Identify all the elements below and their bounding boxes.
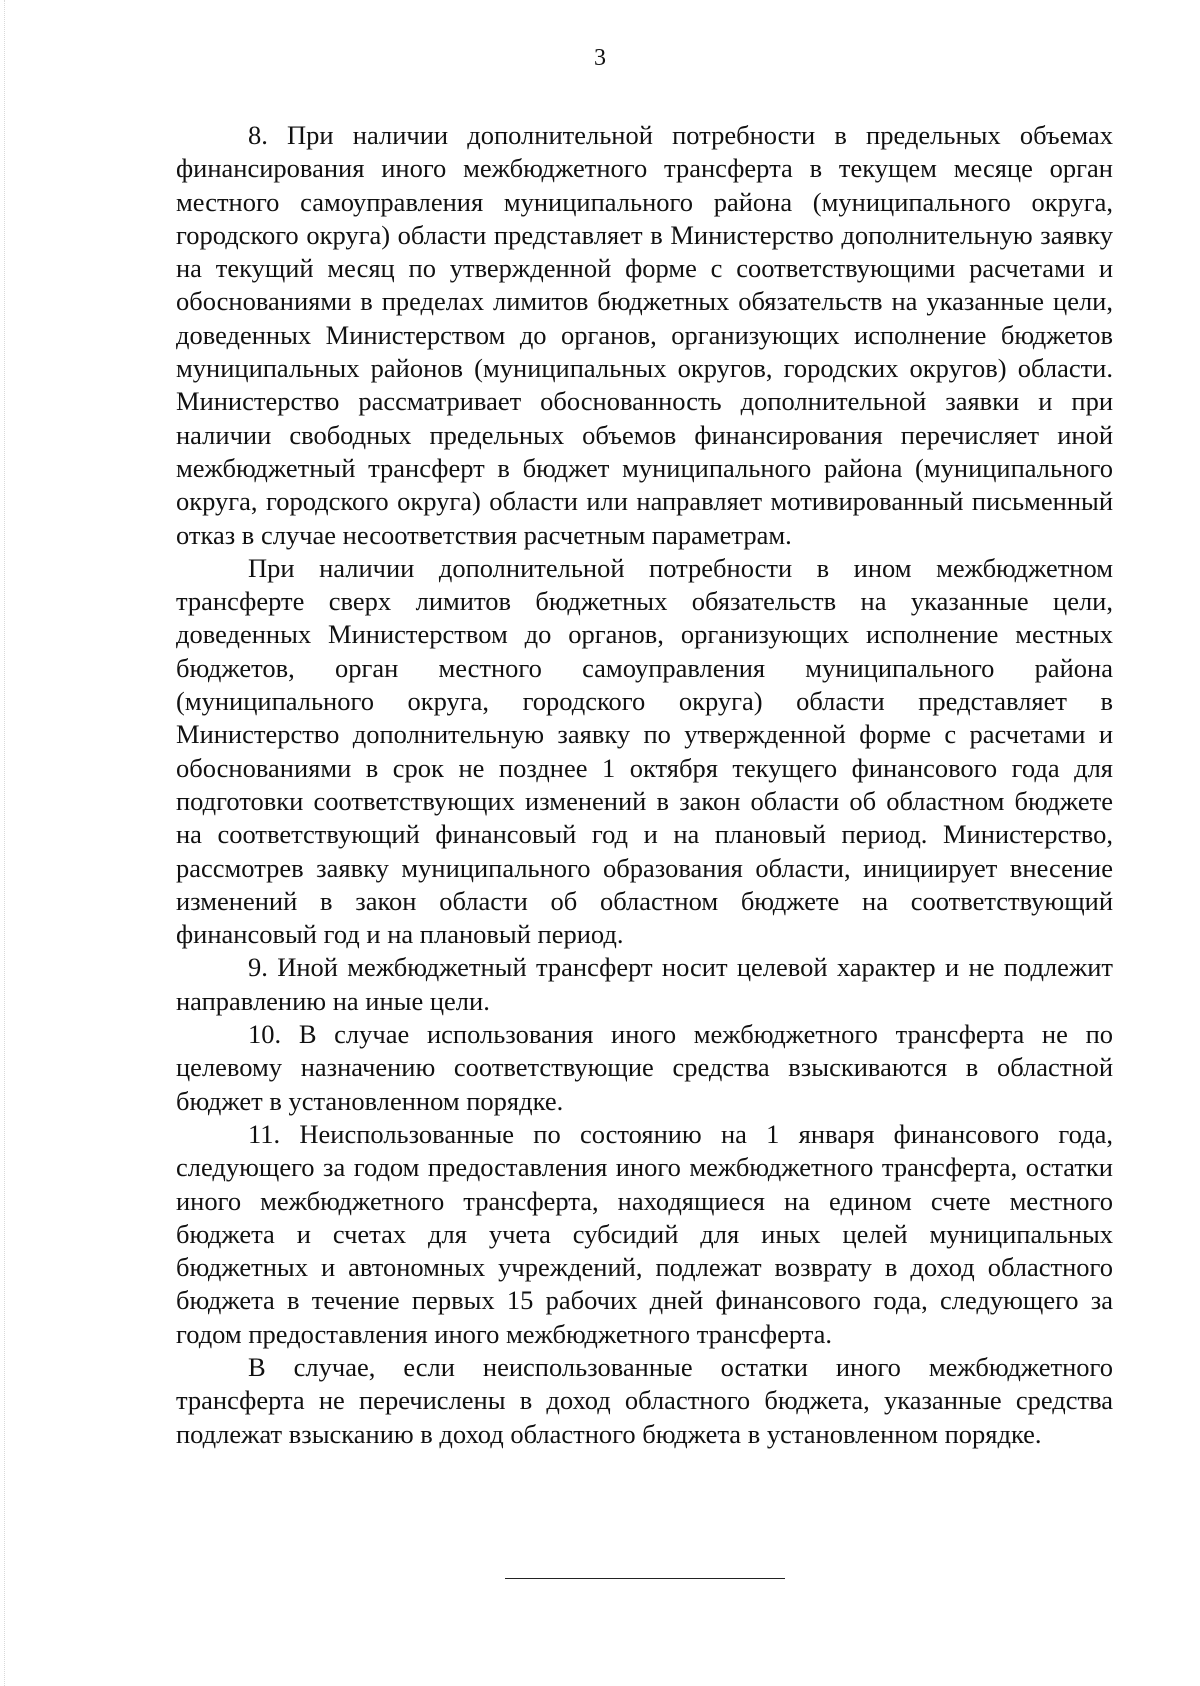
paragraph-10: 10. В случае использования иного межбюджетного трансферта не по целевому назначению соответствующие средства взыскиваются в областной бюджет в установленном порядке. bbox=[176, 1019, 1113, 1116]
paragraph-9: 9. Иной межбюджетный трансферт носит целевой характер и не подлежит направлению на иные цели. bbox=[176, 952, 1113, 1016]
paragraph-8: 8. При наличии дополнительной потребности в предельных объемах финансирования иного межбюджетного трансферта в текущем месяце орган местного самоуправления муниципального района (муниципального округа, городского округа) области представляет в Министерство дополнительную заявку на текущий месяц по утвержденной форме с соответствующими расчетами и обоснованиями в пределах лимитов бюджетных обязательств на указанные цели, доведенных Министерством до органов, организующих исполнение бюджетов муниципальных районов (муниципальных округов, городских округов) области. Министерство рассматривает обоснованность дополнительной заявки и при наличии свободных предельных объемов финансирования перечисляет иной межбюджетный трансферт в бюджет муниципального района (муниципального округа, городского округа) области или направляет мотивированный письменный отказ в случае несоответствия расчетным параметрам. bbox=[176, 120, 1113, 550]
end-rule bbox=[505, 1578, 785, 1579]
paragraph-11: 11. Неиспользованные по состоянию на 1 января финансового года, следующего за годом предоставления иного межбюджетного трансферта, остатки иного межбюджетного трансферта, находящиеся на едином счете местного бюджета и счетах для учета субсидий для иных целей муниципальных бюджетных и автономных учреждений, подлежат возврату в доход областного бюджета в течение первых 15 рабочих дней финансового года, следующего за годом предоставления иного межбюджетного трансферта. bbox=[176, 1118, 1113, 1349]
document-body bbox=[176, 119, 1113, 1451]
scan-edge-marks bbox=[4, 0, 5, 1686]
page-number: 3 bbox=[594, 45, 606, 71]
paragraph-11-continued: В случае, если неиспользованные остатки иного межбюджетного трансферта не перечислены в доход областного бюджета, указанные средства подлежат взысканию в доход областного бюджета в установленном порядке. bbox=[176, 1351, 1113, 1449]
paragraph-8-continued: При наличии дополнительной потребности в ином межбюджетном трансферте сверх лимитов бюджетных обязательств на указанные цели, доведенных Министерством до органов, организующих исполнение местных бюджетов, орган местного самоуправления муниципального района (муниципального округа, городского округа) области представляет в Министерство дополнительную заявку по утвержденной форме с расчетами и обоснованиями в срок не позднее 1 октября текущего финансового года для подготовки соответствующих изменений в закон области об областном бюджете на соответствующий финансовый год и на плановый период. Министерство, рассмотрев заявку муниципального образования области, инициирует внесение изменений в закон области об областном бюджете на соответствующий финансовый год и на плановый период. bbox=[176, 552, 1113, 950]
